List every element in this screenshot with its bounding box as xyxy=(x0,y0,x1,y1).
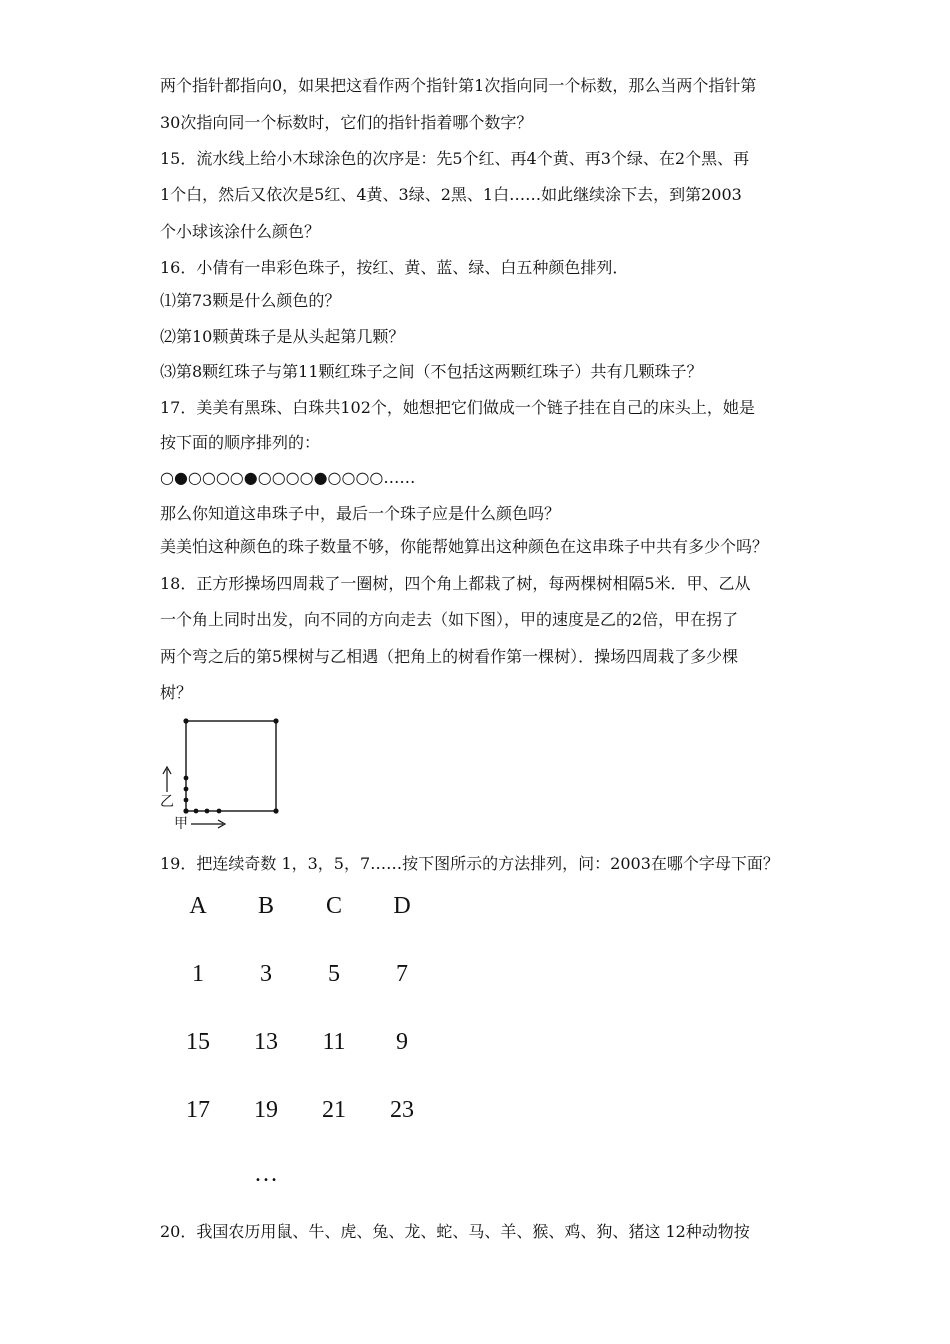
tree-dot xyxy=(217,809,222,814)
text-line: 17．美美有黑珠、白珠共102个，她想把它们做成一个链子挂在自己的床头上，她是 xyxy=(160,398,755,417)
label-yi: 乙 xyxy=(160,794,174,810)
column-header: C xyxy=(325,893,342,919)
tree-dot xyxy=(184,798,189,803)
tree-dot xyxy=(273,718,278,723)
tree-dot xyxy=(184,787,189,792)
text-line: 30次指向同一个标数时，它们的指针指着哪个数字？ xyxy=(160,113,533,132)
grid-number: 3 xyxy=(260,961,272,987)
text-line: 20．我国农历用鼠、牛、虎、兔、龙、蛇、马、羊、猴、鸡、狗、猪这 12种动物按 xyxy=(160,1222,750,1241)
tree-dot xyxy=(183,718,188,723)
text-line: 一个角上同时出发，向不同的方向走去（如下图），甲的速度是乙的2倍，甲在拐了 xyxy=(160,610,739,629)
grid-number: 15 xyxy=(186,1029,210,1055)
text-line: 美美怕这种颜色的珠子数量不够，你能帮她算出这种颜色在这串珠子中共有多少个吗？ xyxy=(160,537,769,556)
text-line: 16．小倩有一串彩色珠子，按红、黄、蓝、绿、白五种颜色排列． xyxy=(160,258,629,277)
grid-number: 17 xyxy=(186,1097,210,1123)
text-line: ⑵第10颗黄珠子是从头起第几颗？ xyxy=(160,327,405,346)
odd-number-grid xyxy=(158,890,458,1190)
grid-number: 19 xyxy=(254,1097,278,1123)
column-header: A xyxy=(189,893,207,919)
grid-number: 5 xyxy=(328,961,340,987)
grid-number: 11 xyxy=(322,1029,346,1055)
grid-number: 13 xyxy=(254,1029,278,1055)
grid-number: 23 xyxy=(390,1097,414,1123)
text-line: 个小球该涂什么颜色？ xyxy=(160,222,321,241)
tree-dot xyxy=(183,808,188,813)
label-jia: 甲 xyxy=(174,816,188,832)
grid-number: 9 xyxy=(396,1029,408,1055)
grid-ellipsis: … xyxy=(254,1161,278,1187)
column-header: D xyxy=(393,893,411,919)
tree-dot xyxy=(194,809,199,814)
text-line: ⑴第73颗是什么颜色的？ xyxy=(160,291,341,310)
tree-dot xyxy=(273,808,278,813)
text-line: 19．把连续奇数 1，3，5，7……按下图所示的方法排列，问：2003在哪个字母下面？ xyxy=(160,854,779,873)
square-playground-figure xyxy=(155,712,290,837)
column-header: B xyxy=(257,893,274,919)
square-outline xyxy=(186,721,276,811)
text-line: 按下面的顺序排列的： xyxy=(160,433,321,452)
grid-number: 21 xyxy=(322,1097,346,1123)
grid-number: 7 xyxy=(396,961,408,987)
text-line: 1个白，然后又依次是5红、4黄、3绿、2黑、1白……如此继续涂下去，到第2003 xyxy=(160,185,742,204)
tree-dot xyxy=(184,776,189,781)
text-line: 那么你知道这串珠子中，最后一个珠子应是什么颜色吗？ xyxy=(160,504,561,523)
text-line: 15．流水线上给小木球涂色的次序是：先5个红、再4个黄、再3个绿、在2个黑、再 xyxy=(160,149,750,168)
grid-number: 1 xyxy=(192,961,204,987)
bead-sequence: ○●○○○○●○○○○●○○○○…… xyxy=(160,468,416,487)
text-line: ⑶第8颗红珠子与第11颗红珠子之间（不包括这两颗红珠子）共有几颗珠子？ xyxy=(160,362,703,381)
tree-dot xyxy=(205,809,210,814)
text-line: 18．正方形操场四周栽了一圈树，四个角上都栽了树，每两棵树相隔5米．甲、乙从 xyxy=(160,574,751,593)
text-line: 树？ xyxy=(160,683,193,702)
text-line: 两个弯之后的第5棵树与乙相遇（把角上的树看作第一棵树）．操场四周栽了多少棵 xyxy=(160,647,739,666)
text-line: 两个指针都指向0，如果把这看作两个指针第1次指向同一个标数，那么当两个指针第 xyxy=(160,76,757,95)
